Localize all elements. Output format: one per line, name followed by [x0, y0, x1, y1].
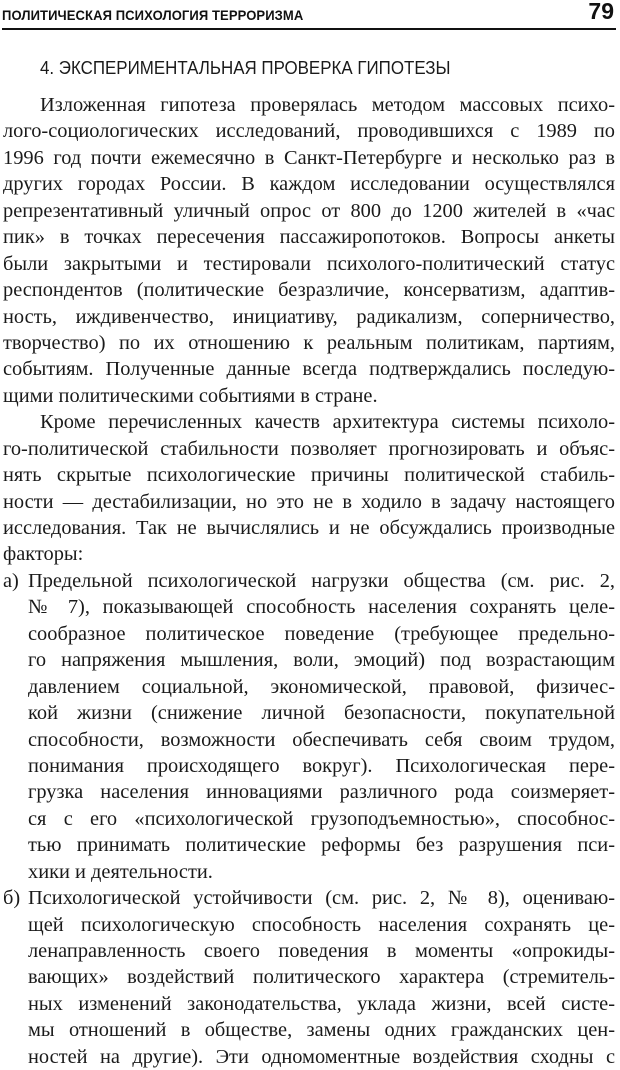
text-line: других городах России. В каждом исследовании осуществлялся: [3, 173, 615, 196]
text-line: Кроме перечисленных качеств архитектура системы психоло-: [40, 411, 615, 434]
text-line: Изложенная гипотеза проверялась методом массовых психо-: [40, 94, 615, 116]
text-line: ся с его «психологической грузоподъемностью», способнос-: [28, 807, 615, 830]
text-line: ностей на другие). Эти одномоментные воздействия сходны с: [28, 1045, 615, 1068]
item-text: Психологической устойчивости (см. рис. 2, № 8), оцениваю-: [28, 887, 615, 910]
section-heading: 4. ЭКСПЕРИМЕНТАЛЬНАЯ ПРОВЕРКА ГИПОТЕЗЫ: [40, 58, 451, 78]
text-line: № 7), показывающей способность населения сохранять целе-: [28, 596, 615, 619]
list-item-a: [3, 568, 615, 885]
text-line: понимания происходящего вокруг). Психологическая пере-: [28, 754, 615, 777]
text-line: кой жизни (снижение личной безопасности, покупательной: [28, 702, 615, 725]
text-line: лого-социологических исследований, проводившихся с 1989 по: [3, 120, 615, 143]
text-line: ных изменений законодательства, уклада жизни, всей систе-: [28, 992, 615, 1015]
text-line: ность, иждивенчество, инициативу, радикализм, соперничество,: [3, 305, 615, 328]
text-line: 1996 год почти ежемесячно в Санкт-Петербурге и несколько раз в: [3, 146, 615, 169]
text-line: факторы:: [3, 543, 84, 566]
text-line: ленаправленность своего поведения в моменты «опрокиды-: [28, 940, 615, 962]
text-line: грузка населения инновациями различного рода соизмеряет-: [28, 781, 615, 804]
text-line: щими политическими событиями в стране.: [3, 384, 378, 407]
text-line: исследования. Так не вычислялись и не обсуждались производные: [3, 517, 615, 539]
text-line: способности, возможности обеспечивать себя своим трудом,: [28, 728, 615, 751]
text-line: репрезентативный уличный опрос от 800 до 1200 жителей в «час: [3, 199, 615, 222]
text-line: го напряжения мышления, воли, эмоций) под возрастающим: [28, 649, 615, 672]
running-header: [2, 0, 616, 30]
text-line: вающих» воздействий политического характера (стремитель-: [28, 966, 615, 989]
text-line: тью принимать политические реформы без разрушения пси-: [28, 834, 615, 857]
text-line: мы отношений в обществе, замены одних гражданских цен-: [28, 1019, 615, 1042]
item-marker: б): [3, 887, 21, 910]
text-line: ности — дестабилизации, но это не в ходило в задачу настоящего: [3, 490, 615, 513]
paragraph-2: [3, 409, 615, 568]
running-title: ПОЛИТИЧЕСКАЯ ПСИХОЛОГИЯ ТЕРРОРИЗМА: [2, 7, 304, 23]
body-text: [3, 92, 615, 1070]
text-line: [3, 885, 615, 911]
text-line: нять скрытые психологические причины политической стабиль-: [3, 464, 615, 487]
text-line: хики и деятельности.: [28, 860, 213, 883]
text-line: [3, 568, 615, 594]
page-number: 79: [588, 0, 614, 24]
paragraph-1: [3, 92, 615, 409]
text-line: творчество) по их отношению к реальным политикам, партиям,: [3, 331, 615, 354]
item-marker: а): [3, 569, 19, 592]
text-line: щей психологическую способность населения сохранять це-: [28, 913, 615, 936]
text-line: давлением социальной, экономической, правовой, физичес-: [28, 675, 615, 698]
text-line: го-политической стабильности позволяет прогнозировать и объяс-: [3, 437, 615, 460]
text-line: были закрытыми и тестировали психолого-политический статус: [3, 252, 615, 275]
list-item-b: [3, 885, 615, 1070]
text-line: пик» в точках пересечения пассажиропотоков. Вопросы анкеты: [3, 226, 615, 249]
text-line: событиям. Полученные данные всегда подтверждались последую-: [3, 358, 615, 381]
text-line: респондентов (политические безразличие, консерватизм, адаптив-: [3, 279, 615, 302]
text-line: сообразное политическое поведение (требующее предельно-: [28, 622, 615, 645]
item-text: Предельной психологической нагрузки общества (см. рис. 2,: [28, 569, 615, 592]
